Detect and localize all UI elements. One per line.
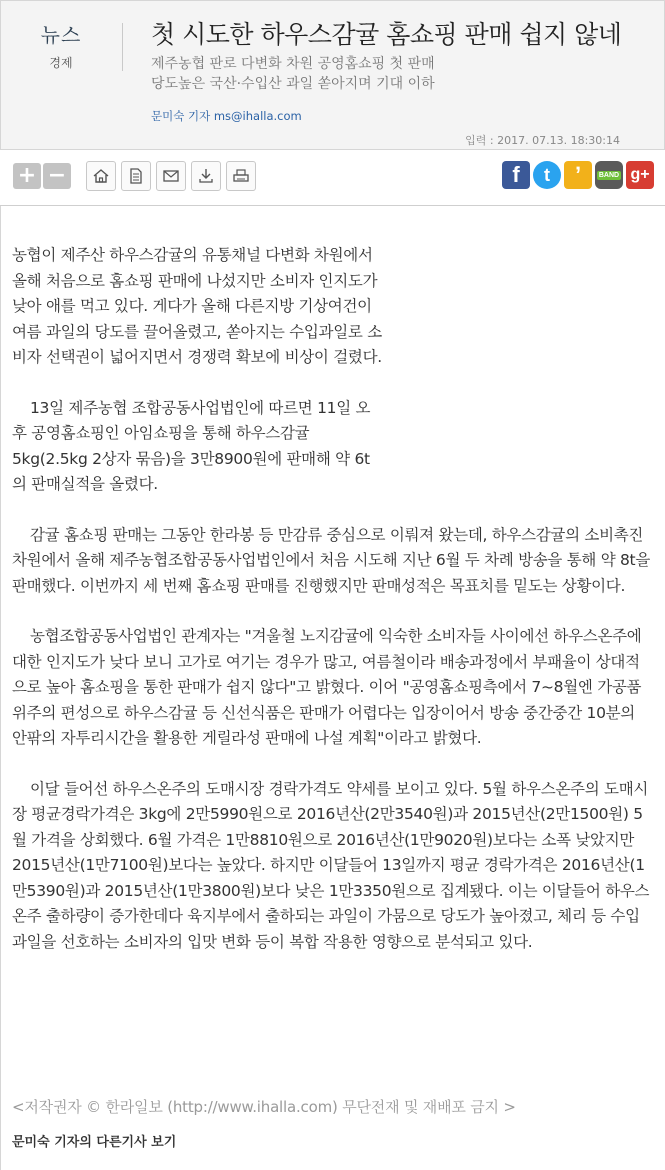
article-body — [12, 243, 652, 980]
facebook-share-button[interactable] — [502, 161, 530, 189]
googleplus-share-button[interactable] — [626, 161, 654, 189]
reporter-email[interactable]: ms@ihalla.com — [213, 109, 302, 123]
twitter-icon: t — [544, 164, 550, 185]
email-button[interactable] — [156, 161, 186, 191]
article-paragraph: 13일 제주농협 조합공동사업법인에 따르면 11일 오후 공영홈쇼핑인 아임쇼핑을 통해 하우스감귤 5kg(2.5kg 2상자 묶음)을 3만8900원에 판매해 약 6t의 판매실적을 올렸다. — [12, 398, 371, 493]
article-paragraph: 농협조합공동사업법인 관계자는 "겨울철 노지감귤에 익숙한 소비자들 사이에선 하우스온주에 대한 인지도가 낮다 보니 고가로 여기는 경우가 많고, 여름철이라 배송과정에서 부패율이 상대적으로 높아 홈쇼핑을 통한 판매가 쉽지 않다"고 밝혔다. 이어 "공영홈쇼핑측에서 7~8월엔 가공품 위주의 편성으로 하우스감귤 등 신선식품은 판매가 어렵다는 입장이어서 방송 중간중간 10분의 안팎의 자투리시간을 활용한 게릴라성 판매에 나설 계획"이라고 밝혔다. — [12, 627, 642, 747]
publish-date: 입력 : 2017. 07.13. 18:30:14 — [465, 134, 620, 147]
content-border — [0, 206, 1, 1170]
print-button[interactable] — [226, 161, 256, 191]
print-icon — [232, 167, 250, 185]
subtitle-line-1: 제주농협 판로 다변화 차원 공영홈쇼핑 첫 판매 — [151, 56, 435, 72]
article-paragraph: 이달 들어선 하우스온주의 도매시장 경락가격도 약세를 보이고 있다. 5월 하우스온주의 도매시장 평균경락가격은 3kg에 2만5990원으로 2016년산(2만3540원)과 2015년산(2만1500원) 5월 가격을 상회했다. 6월 가격은 1만8810원으로 2016년산(1만9020원)보다는 소폭 낮았지만 2015년산(1만7100원)보다는 높았다. 하지만 이달들어 13일까지 평균 경락가격은 2016년산(1만5390원)과 2015년산(1만3800원)보다 낮은 1만3350원으로 집계됐다. 이는 이달들어 하우스온주 출하량이 증가한데다 육지부에서 출하되는 과일이 가뭄으로 당도가 높아졌고, 체리 등 수입과일을 선호하는 소비자의 입맛 변화 등이 복합 작용한 영향으로 분석되고 있다. — [12, 779, 650, 951]
home-icon — [92, 167, 110, 185]
reporter-name[interactable]: 문미숙 기자 — [151, 109, 211, 123]
article-subtitle — [151, 54, 435, 94]
band-icon: BAND — [598, 171, 620, 179]
home-button[interactable] — [86, 161, 116, 191]
zoom-in-button[interactable]: + — [13, 163, 41, 189]
mail-icon — [162, 167, 180, 185]
twitter-share-button[interactable] — [533, 161, 561, 189]
copyright-notice: <저작권자 © 한라일보 (http://www.ihalla.com) 무단전재 및 재배포 금지 > — [12, 1098, 516, 1116]
header-divider — [122, 23, 123, 71]
more-articles-link[interactable]: 문미숙 기자의 다른기사 보기 — [12, 1135, 177, 1150]
category-name[interactable]: 경제 — [49, 56, 73, 70]
document-button[interactable] — [121, 161, 151, 191]
article-title: 첫 시도한 하우스감귤 홈쇼핑 판매 쉽지 않네 — [151, 20, 622, 49]
download-button[interactable] — [191, 161, 221, 191]
kakaostory-share-button[interactable] — [564, 161, 592, 189]
zoom-out-button[interactable]: − — [43, 163, 71, 189]
article-header — [0, 0, 665, 150]
subtitle-line-2: 당도높은 국산·수입산 과일 쏟아지며 기대 이하 — [151, 76, 435, 92]
googleplus-icon: g+ — [630, 166, 650, 183]
facebook-icon: f — [512, 162, 520, 187]
section-name[interactable]: 뉴스 — [40, 23, 82, 47]
section-label — [1, 19, 121, 71]
download-icon — [197, 167, 215, 185]
reporter-byline — [151, 108, 302, 124]
document-icon — [127, 167, 145, 185]
band-share-button[interactable] — [595, 161, 623, 189]
article-toolbar — [0, 150, 665, 206]
article-paragraph: 농협이 제주산 하우스감귤의 유통채널 다변화 차원에서 올해 처음으로 홈쇼핑 판매에 나섰지만 소비자 인지도가 낮아 애를 먹고 있다. 게다가 올해 다른지방 기상여건이 여름 과일의 당도를 끌어올렸고, 쏟아지는 수입과일로 소비자 선택권이 넓어지면서 경쟁력 확보에 비상이 걸렸다. — [12, 246, 382, 366]
kakaostory-icon: ʼ — [574, 162, 582, 187]
article-paragraph: 감귤 홈쇼핑 판매는 그동안 한라봉 등 만감류 중심으로 이뤄져 왔는데, 하우스감귤의 소비촉진 차원에서 올해 제주농협조합공동사업법인에서 처음 시도해 지난 6월 두 차례 방송을 통해 약 8t을 판매했다. 이번까지 세 번째 홈쇼핑 판매를 진행했지만 판매성적은 목표치를 밑도는 상황이다. — [12, 525, 651, 595]
